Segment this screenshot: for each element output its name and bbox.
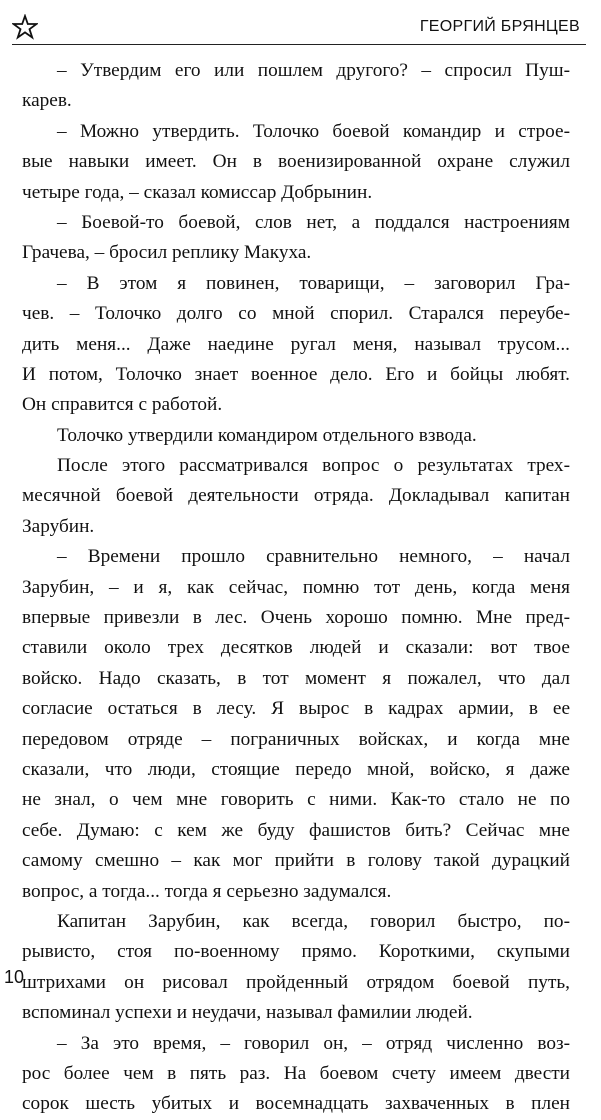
text-line: – Можно утвердить. Толочко боевой командир и строе- xyxy=(57,120,570,142)
star-outline-icon xyxy=(12,14,38,40)
body-text xyxy=(22,56,570,1120)
text-line: – Боевой-то боевой, слов нет, а поддался настроениям xyxy=(57,211,570,233)
text-line: себе. Думаю: с кем же буду фашистов бить? Сейчас мне xyxy=(22,819,570,841)
text-line: рывисто, стоя по-военному прямо. Короткими, скупыми xyxy=(22,941,570,963)
text-line: вспоминал успехи и неудачи, называл фамилии людей. xyxy=(22,1002,473,1024)
text-line: карев. xyxy=(22,90,72,112)
text-line: ставили около трех десятков людей и сказали: вот твое xyxy=(22,637,570,659)
text-line: месячной боевой деятельности отряда. Докладывал капитан xyxy=(22,485,570,507)
text-line: Зарубин, – и я, как сейчас, помню тот день, когда меня xyxy=(22,576,570,598)
text-line: войско. Надо сказать, в тот момент я пожалел, что дал xyxy=(22,667,570,689)
text-line: сорок шесть убитых и восемнадцать захваченных в плен xyxy=(22,1093,570,1115)
text-line: Грачева, – бросил реплику Макуха. xyxy=(22,242,312,264)
text-line: впервые привезли в лес. Очень хорошо помню. Мне пред- xyxy=(22,607,570,629)
text-line: И потом, Толочко знает военное дело. Его и бойцы любят. xyxy=(22,363,570,385)
text-line: передовом отряде – пограничных войсках, и когда мне xyxy=(22,728,570,750)
header-rule xyxy=(12,44,586,45)
text-line: дить меня... Даже наедине ругал меня, называл трусом... xyxy=(22,333,570,355)
text-line: чев. – Толочко долго со мной спорил. Старался переубе- xyxy=(22,303,570,325)
text-line: Капитан Зарубин, как всегда, говорил быстро, по- xyxy=(57,910,570,932)
text-line: – За это время, – говорил он, – отряд численно воз- xyxy=(57,1032,570,1054)
text-line: согласие остаться в лесу. Я вырос в кадрах армии, в ее xyxy=(22,698,570,720)
text-line: вые навыки имеет. Он в военизированной охране служил xyxy=(22,151,570,173)
page-header xyxy=(12,14,586,42)
text-line: – Времени прошло сравнительно немного, – начал xyxy=(57,546,570,568)
text-line: четыре года, – сказал комиссар Добрынин. xyxy=(22,181,373,203)
text-line: – Утвердим его или пошлем другого? – спросил Пуш- xyxy=(57,60,570,81)
text-line: Зарубин. xyxy=(22,515,95,537)
text-line: штрихами он рисовал пройденный отрядом боевой путь, xyxy=(22,971,570,993)
text-line: сказали, что люди, стоящие передо мной, войско, я даже xyxy=(22,758,570,780)
page-number: 10 xyxy=(4,967,25,987)
text-line: После этого рассматривался вопрос о результатах трех- xyxy=(57,455,570,477)
text-line: самому смешно – как мог прийти в голову такой дурацкий xyxy=(22,850,570,872)
running-head-author: ГЕОРГИЙ БРЯНЦЕВ xyxy=(419,18,580,35)
text-line: Он справится с работой. xyxy=(22,394,223,416)
text-line: – В этом я повинен, товарищи, – заговорил Гра- xyxy=(57,272,570,294)
text-line: Толочко утвердили командиром отдельного взвода. xyxy=(57,424,477,446)
text-line: не знал, о чем мне говорить с ними. Как-то стало не по xyxy=(22,789,570,811)
text-line: рос более чем в пять раз. На боевом счету имеем двести xyxy=(22,1062,570,1084)
text-line: вопрос, а тогда... тогда я серьезно задумался. xyxy=(22,880,392,902)
